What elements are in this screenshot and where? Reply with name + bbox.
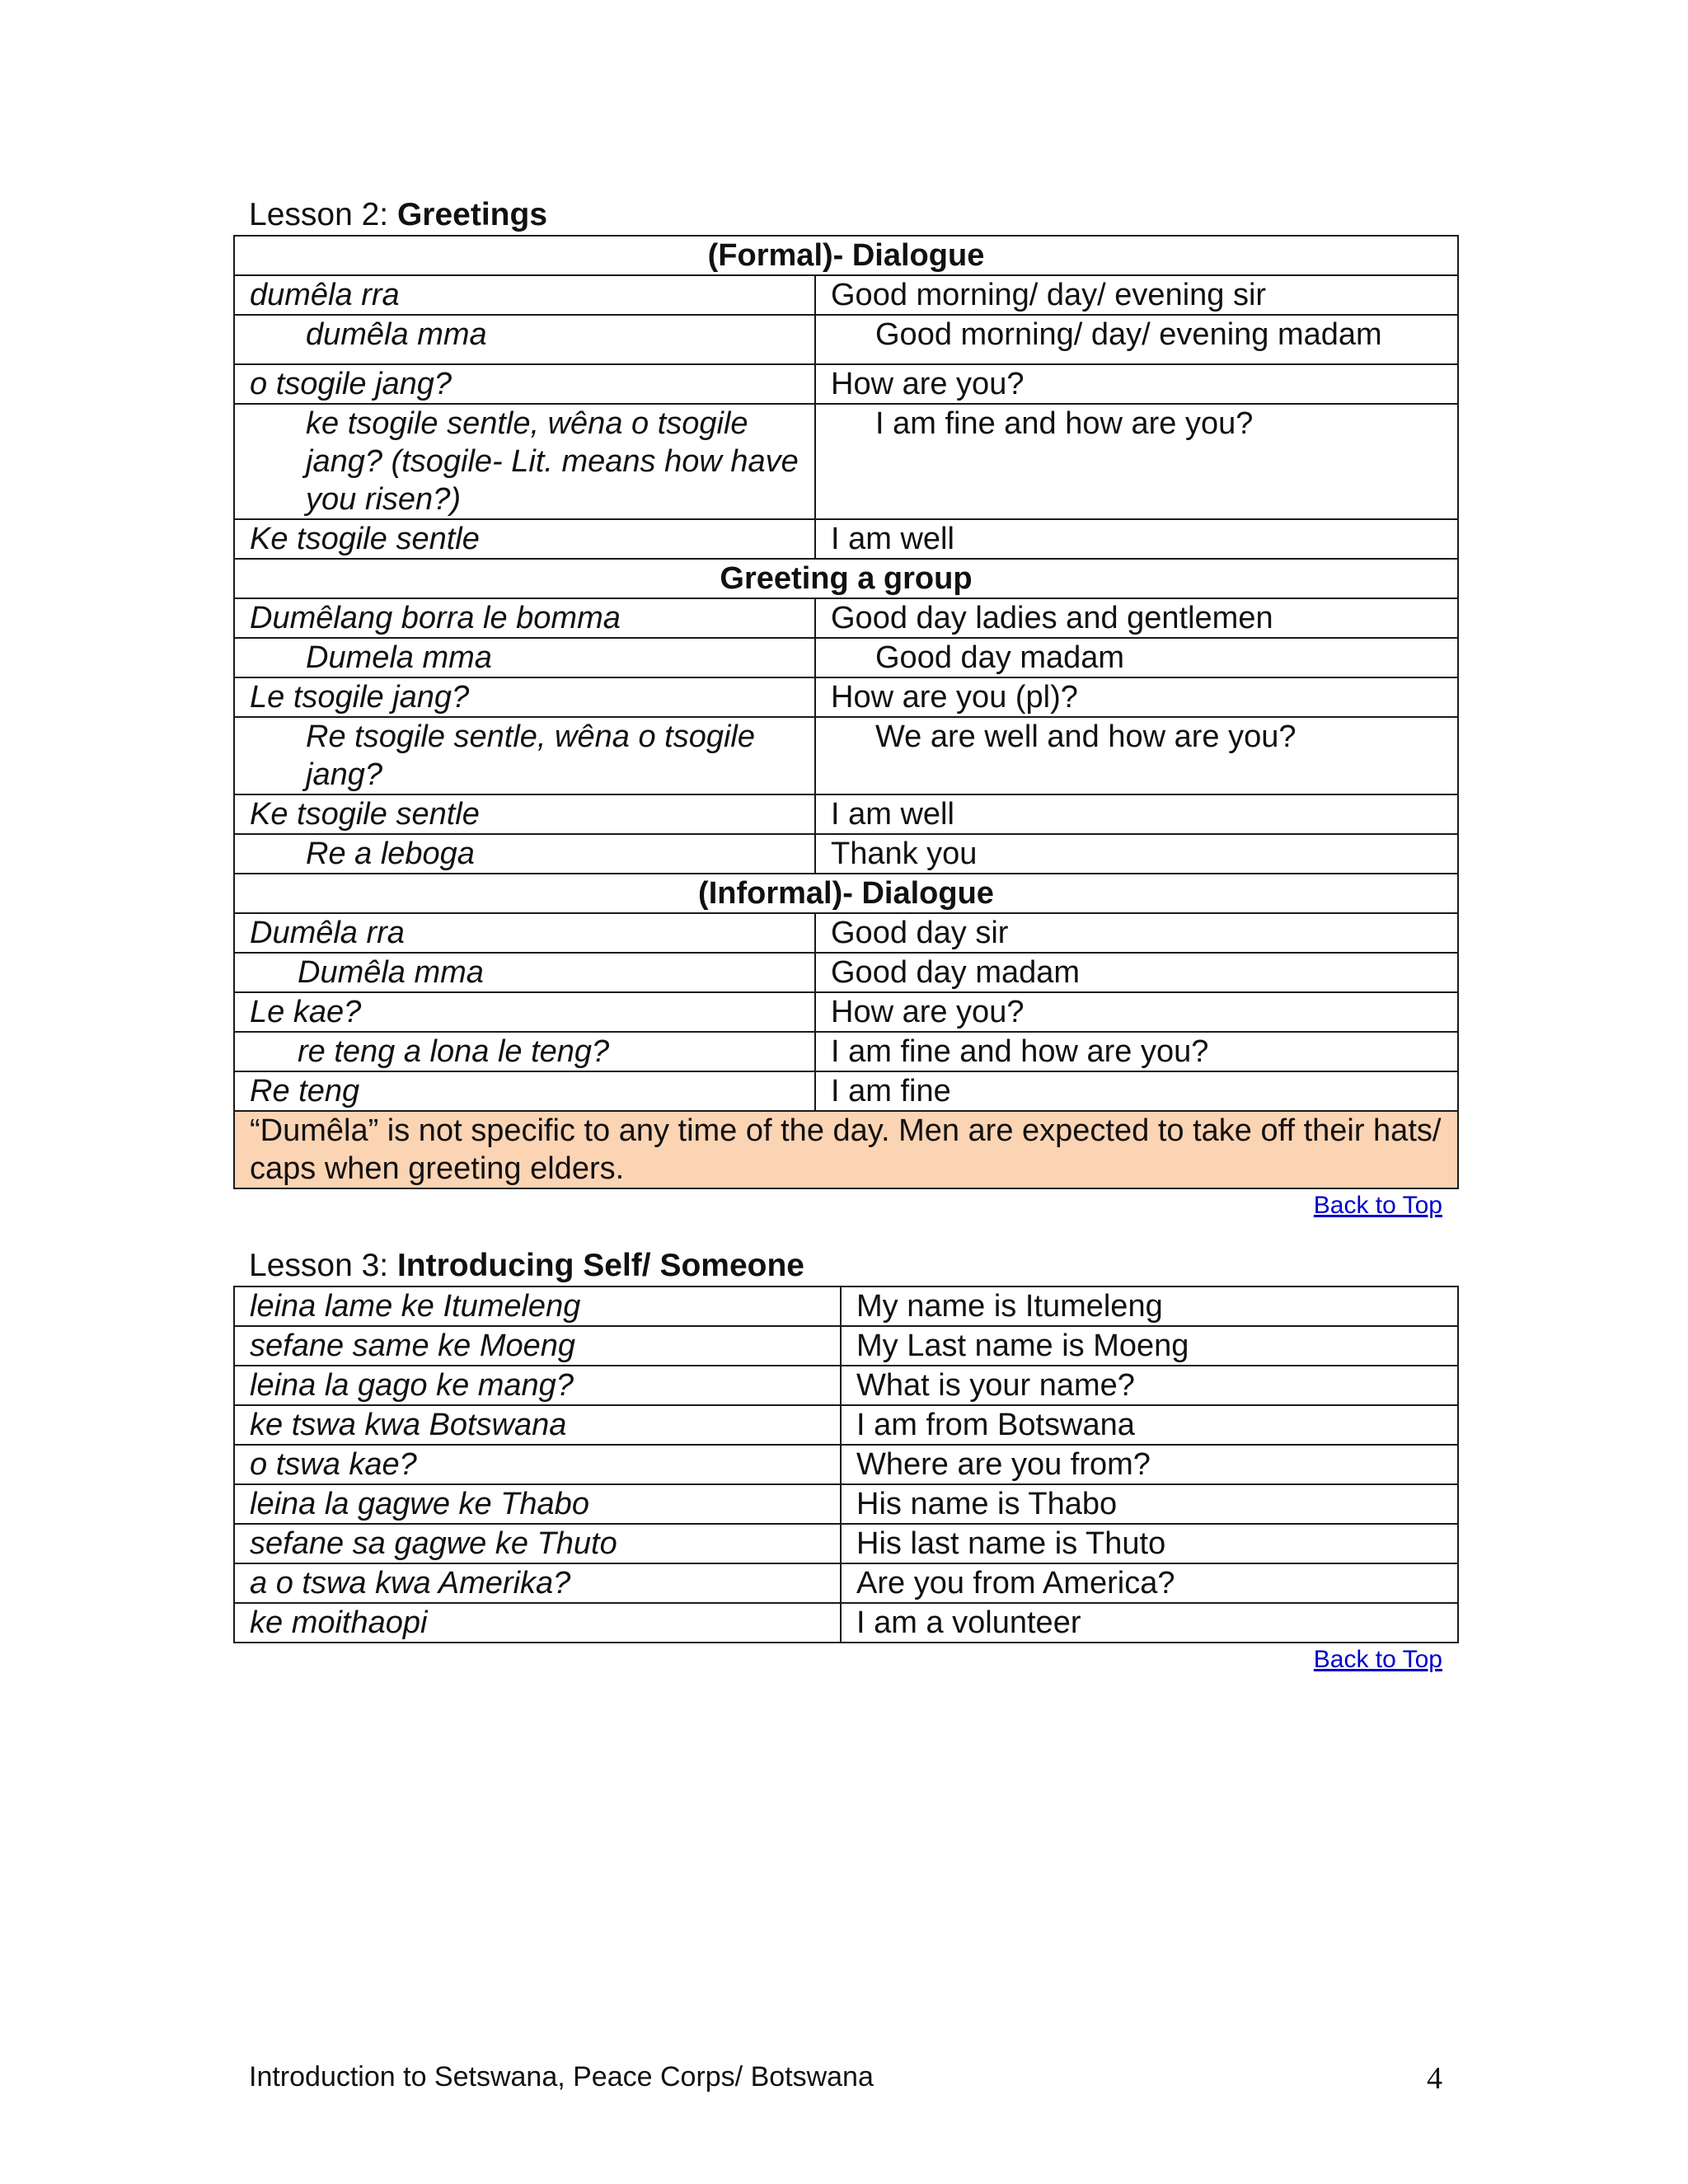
- setswana-cell: Dumêla mma: [234, 953, 815, 992]
- setswana-cell: Dumêlang borra le bomma: [234, 598, 815, 638]
- english-cell: I am fine: [815, 1071, 1458, 1111]
- english-cell: Where are you from?: [841, 1445, 1458, 1484]
- english-cell: I am from Botswana: [841, 1405, 1458, 1445]
- english-cell: I am well: [815, 519, 1458, 559]
- setswana-cell: leina lame ke Itumeleng: [234, 1286, 841, 1326]
- table-row: [234, 275, 1458, 315]
- lesson2-section: [233, 195, 1459, 1222]
- table-row: [234, 404, 1458, 519]
- english-cell: Good day madam: [815, 638, 1458, 677]
- table-row: [234, 913, 1458, 953]
- english-cell: Are you from America?: [841, 1563, 1458, 1603]
- table-row: [234, 315, 1458, 364]
- lesson3-prefix: Lesson 3:: [249, 1248, 397, 1283]
- setswana-cell: Re tsogile sentle, wêna o tsogile jang?: [234, 717, 815, 794]
- setswana-cell: Re a leboga: [234, 834, 815, 874]
- english-cell: How are you?: [815, 364, 1458, 404]
- table-row: [234, 1286, 1458, 1326]
- setswana-cell: Ke tsogile sentle: [234, 519, 815, 559]
- table-row: [234, 1405, 1458, 1445]
- table-row: [234, 1563, 1458, 1603]
- introductions-table: [233, 1286, 1459, 1643]
- table-row: [234, 638, 1458, 677]
- table-row: [234, 1524, 1458, 1563]
- setswana-cell: dumêla mma: [234, 315, 815, 364]
- setswana-cell: Le kae?: [234, 992, 815, 1032]
- english-cell: Thank you: [815, 834, 1458, 874]
- setswana-cell: a o tswa kwa Amerika?: [234, 1563, 841, 1603]
- informal-header: (Informal)- Dialogue: [234, 874, 1458, 913]
- table-row: [234, 1071, 1458, 1111]
- setswana-cell: leina la gago ke mang?: [234, 1366, 841, 1405]
- group-header: Greeting a group: [234, 559, 1458, 598]
- setswana-cell: re teng a lona le teng?: [234, 1032, 815, 1071]
- english-cell: We are well and how are you?: [815, 717, 1458, 794]
- setswana-cell: ke tsogile sentle, wêna o tsogile jang? (tsogile- Lit. means how have you risen?): [234, 404, 815, 519]
- table-row: [234, 1445, 1458, 1484]
- english-cell: I am fine and how are you?: [815, 1032, 1458, 1071]
- english-cell: Good day sir: [815, 913, 1458, 953]
- table-row: [234, 519, 1458, 559]
- setswana-cell: ke tswa kwa Botswana: [234, 1405, 841, 1445]
- table-row: [234, 677, 1458, 717]
- setswana-cell: ke moithaopi: [234, 1603, 841, 1643]
- table-row: [234, 1326, 1458, 1366]
- setswana-cell: Dumela mma: [234, 638, 815, 677]
- english-cell: I am a volunteer: [841, 1603, 1458, 1643]
- back-to-top-link[interactable]: Back to Top: [1313, 1192, 1442, 1219]
- lesson2-title: Greetings: [396, 197, 548, 232]
- english-cell: What is your name?: [841, 1366, 1458, 1405]
- table-row: [234, 1111, 1458, 1188]
- setswana-cell: o tswa kae?: [234, 1445, 841, 1484]
- setswana-cell: Dumêla rra: [234, 913, 815, 953]
- page-footer: [249, 2060, 1459, 2096]
- lesson3-title: Introducing Self/ Someone: [396, 1248, 805, 1283]
- table-row: [234, 953, 1458, 992]
- english-cell: Good day ladies and gentlemen: [815, 598, 1458, 638]
- table-row: [234, 717, 1458, 794]
- english-cell: Good morning/ day/ evening madam: [815, 315, 1458, 364]
- english-cell: My Last name is Moeng: [841, 1326, 1458, 1366]
- lesson2-heading: [233, 195, 1459, 235]
- setswana-cell: o tsogile jang?: [234, 364, 815, 404]
- table-row: [234, 559, 1458, 598]
- english-cell: How are you?: [815, 992, 1458, 1032]
- setswana-cell: Ke tsogile sentle: [234, 794, 815, 834]
- english-cell: His last name is Thuto: [841, 1524, 1458, 1563]
- formal-header: (Formal)- Dialogue: [234, 236, 1458, 275]
- english-cell: How are you (pl)?: [815, 677, 1458, 717]
- lesson3-section: [233, 1246, 1459, 1676]
- setswana-cell: dumêla rra: [234, 275, 815, 315]
- setswana-cell: Re teng: [234, 1071, 815, 1111]
- lesson2-prefix: Lesson 2:: [249, 197, 397, 232]
- greetings-table: [233, 235, 1459, 1189]
- page-number: 4: [1427, 2061, 1442, 2096]
- table-row: [234, 1366, 1458, 1405]
- culture-note: “Dumêla” is not specific to any time of the day. Men are expected to take off their hats/ caps when greeting elders.: [234, 1111, 1458, 1188]
- footer-text: Introduction to Setswana, Peace Corps/ Botswana: [249, 2061, 874, 2093]
- table-row: [234, 236, 1458, 275]
- setswana-cell: Le tsogile jang?: [234, 677, 815, 717]
- table-row: [234, 1032, 1458, 1071]
- english-cell: Good day madam: [815, 953, 1458, 992]
- table-row: [234, 1484, 1458, 1524]
- table-row: [234, 364, 1458, 404]
- table-row: [234, 598, 1458, 638]
- table-row: [234, 874, 1458, 913]
- english-cell: Good morning/ day/ evening sir: [815, 275, 1458, 315]
- table-row: [234, 992, 1458, 1032]
- lesson3-heading: [233, 1246, 1459, 1286]
- english-cell: His name is Thabo: [841, 1484, 1458, 1524]
- table-row: [234, 794, 1458, 834]
- setswana-cell: sefane sa gagwe ke Thuto: [234, 1524, 841, 1563]
- table-row: [234, 1603, 1458, 1643]
- setswana-cell: leina la gagwe ke Thabo: [234, 1484, 841, 1524]
- english-cell: I am well: [815, 794, 1458, 834]
- english-cell: I am fine and how are you?: [815, 404, 1458, 519]
- setswana-cell: sefane same ke Moeng: [234, 1326, 841, 1366]
- english-cell: My name is Itumeleng: [841, 1286, 1458, 1326]
- back-to-top-link[interactable]: Back to Top: [1313, 1646, 1442, 1673]
- table-row: [234, 834, 1458, 874]
